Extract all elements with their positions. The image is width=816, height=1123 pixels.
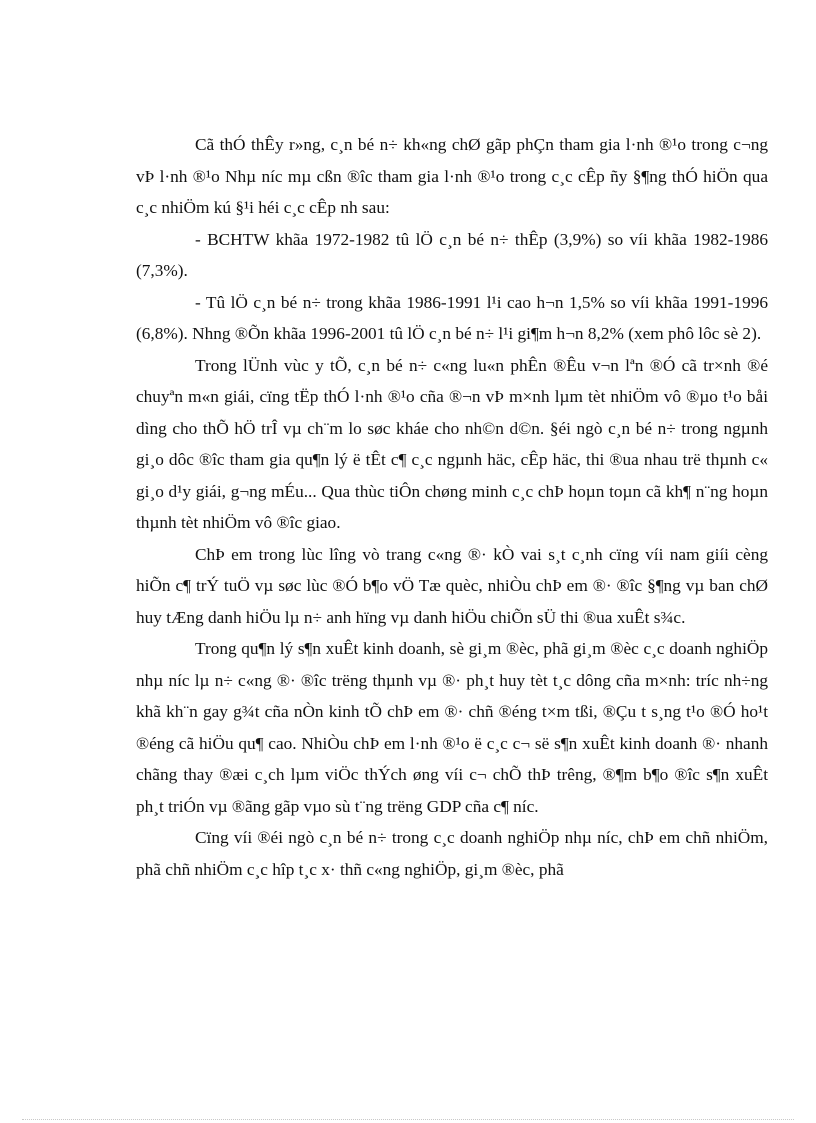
- paragraph-armed-forces: ChÞ em trong lùc lîng vò trang c«ng ®· kÒ vai s¸t c¸nh cïng víi nam giíi cèng hiÕn c¶ trÝ tuÖ vµ søc lùc ®Ó b¶o vÖ Tæ quèc, nhiÒu chÞ em ®· ®îc §¶ng vµ ban chØ huy tÆng danh hiÖu lµ n÷ anh hïng vµ danh hiÖu chiÕn sÜ thi ®ua xuÊt s¾c.: [136, 544, 768, 627]
- paragraph-bullet-2: - Tû lÖ c¸n bé n÷ trong khãa 1986-1991 l¹i cao h¬n 1,5% so víi khãa 1991-1996 (6,8%). Nhng ®Õn khãa 1996-2001 tû lÖ c¸n bé n÷ l¹i gi¶m h¬n 8,2% (xem phô lôc sè 2).: [136, 292, 768, 343]
- body-text: [136, 129, 768, 885]
- paragraph-intro: Cã thÓ thÊy r»ng, c¸n bé n÷ kh«ng chØ gãp phÇn tham gia l·nh ®¹o trong c¬ng vÞ l·nh ®¹o Nhµ níc mµ cßn ®îc tham gia l·nh ®¹o trong c¸c cÊp ñy §¶ng thÓ hiÖn qua c¸c nhiÖm kú §¹i héi c¸c cÊp nh sau:: [136, 135, 768, 217]
- page-bottom-divider: [22, 1119, 794, 1120]
- paragraph-business-management: Trong qu¶n lý s¶n xuÊt kinh doanh, sè gi¸m ®èc, phã gi¸m ®èc c¸c doanh nghiÖp nhµ níc lµ n÷ c«ng ®· ®îc trëng thµnh vµ ®· ph¸t huy tèt t¸c dông cña m×nh: tríc nh÷ng khã kh¨n gay g¾t cña nÒn kinh tÕ chÞ em ®· chñ ®éng t×m tßi, ®Çu t s¸ng t¹o ®Ó ho¹t ®éng cã hiÖu qu¶ cao. NhiÒu chÞ em l·nh ®¹o ë c¸c c¬ së s¶n xuÊt kinh doanh ®· nhanh chãng thay ®æi c¸ch lµm viÖc thÝch øng víi c¬ chÕ thÞ trêng, ®¶m b¶o ®îc s¶n xuÊt ph¸t triÓn vµ ®ãng gãp vµo sù t¨ng trëng GDP cña c¶ níc.: [136, 639, 768, 816]
- paragraph-bullet-1: - BCHTW khãa 1972-1982 tû lÖ c¸n bé n÷ thÊp (3,9%) so víi khãa 1982-1986 (7,3%).: [136, 229, 768, 280]
- paragraph-healthcare-education: Trong lÜnh vùc y tÕ, c¸n bé n÷ c«ng lu«n phÊn ®Êu v¬n lªn ®Ó cã tr×nh ®é chuyªn m«n giái, cïng tËp thÓ l·nh ®¹o cña ®¬n vÞ m×nh lµm tèt nhiÖm vô ®µo t¹o båi dìng cho thÕ hÖ trÎ vµ ch¨m lo søc kháe cho nh©n d©n. §éi ngò c¸n bé n÷ trong ngµnh gi¸o dôc ®îc tham gia qu¶n lý ë tÊt c¶ c¸c ngµnh häc, cÊp häc, thi ®ua nhau trë thµnh c« gi¸o d¹y giái, g¬ng mÉu... Qua thùc tiÔn chøng minh c¸c chÞ hoµn toµn cã kh¶ n¨ng hoµn thµnh tèt nhiÖm vô ®îc giao.: [136, 355, 768, 532]
- paragraph-cooperatives: Cïng víi ®éi ngò c¸n bé n÷ trong c¸c doanh nghiÖp nhµ níc, chÞ em chñ nhiÖm, phã chñ nhiÖm c¸c hîp t¸c x· thñ c«ng nghiÖp, gi¸m ®èc, phã: [136, 828, 768, 879]
